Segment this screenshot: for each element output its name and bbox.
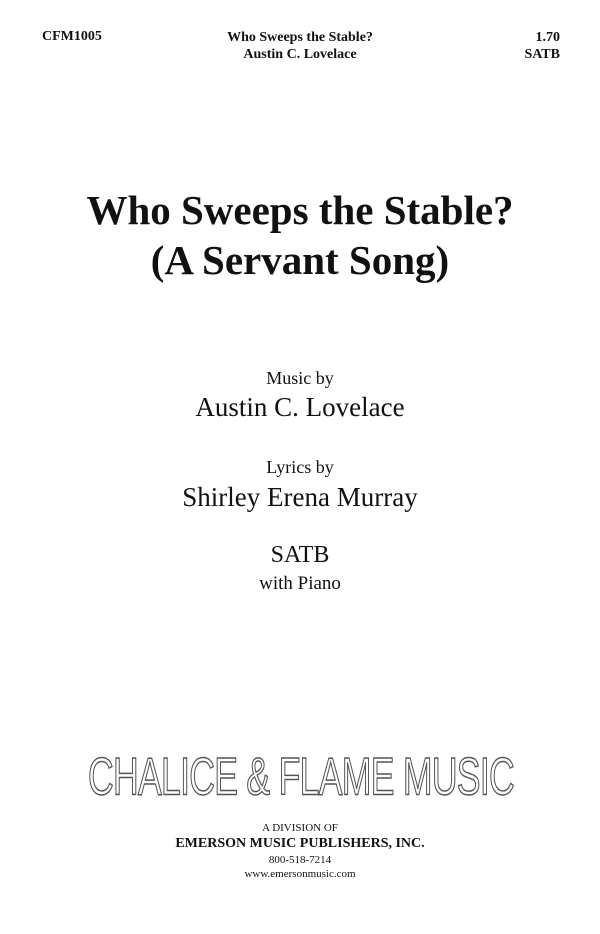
chalice-and-flame-music-logo [86, 746, 516, 806]
catalog-number: CFM1005 [42, 29, 102, 44]
header-price: 1.70 [535, 30, 560, 45]
publisher-block [0, 821, 600, 881]
publisher-website: www.emersonmusic.com [244, 868, 356, 880]
lyricist-name: Shirley Erena Murray [182, 482, 418, 512]
accompaniment: with Piano [259, 573, 341, 594]
logo-text: CHALICE & FLAME MUSIC [87, 747, 515, 806]
publisher-division: A DIVISION OF [262, 822, 338, 834]
voicing: SATB [270, 542, 330, 568]
header-composer: Austin C. Lovelace [243, 47, 357, 62]
header-price-block [524, 29, 560, 63]
title-line-2: (A Servant Song) [150, 237, 450, 283]
header-title: Who Sweeps the Stable? [227, 30, 373, 45]
publisher-name: EMERSON MUSIC PUBLISHERS, INC. [175, 836, 425, 851]
header-title-block [0, 29, 600, 63]
lyrics-by-label: Lyrics by [266, 457, 334, 477]
header-voicing: SATB [524, 47, 560, 62]
composer-name: Austin C. Lovelace [195, 392, 405, 422]
title-line-1: Who Sweeps the Stable? [86, 187, 514, 233]
publisher-phone: 800-518-7214 [268, 854, 332, 866]
music-by-label: Music by [266, 368, 334, 388]
page-title [0, 185, 600, 285]
